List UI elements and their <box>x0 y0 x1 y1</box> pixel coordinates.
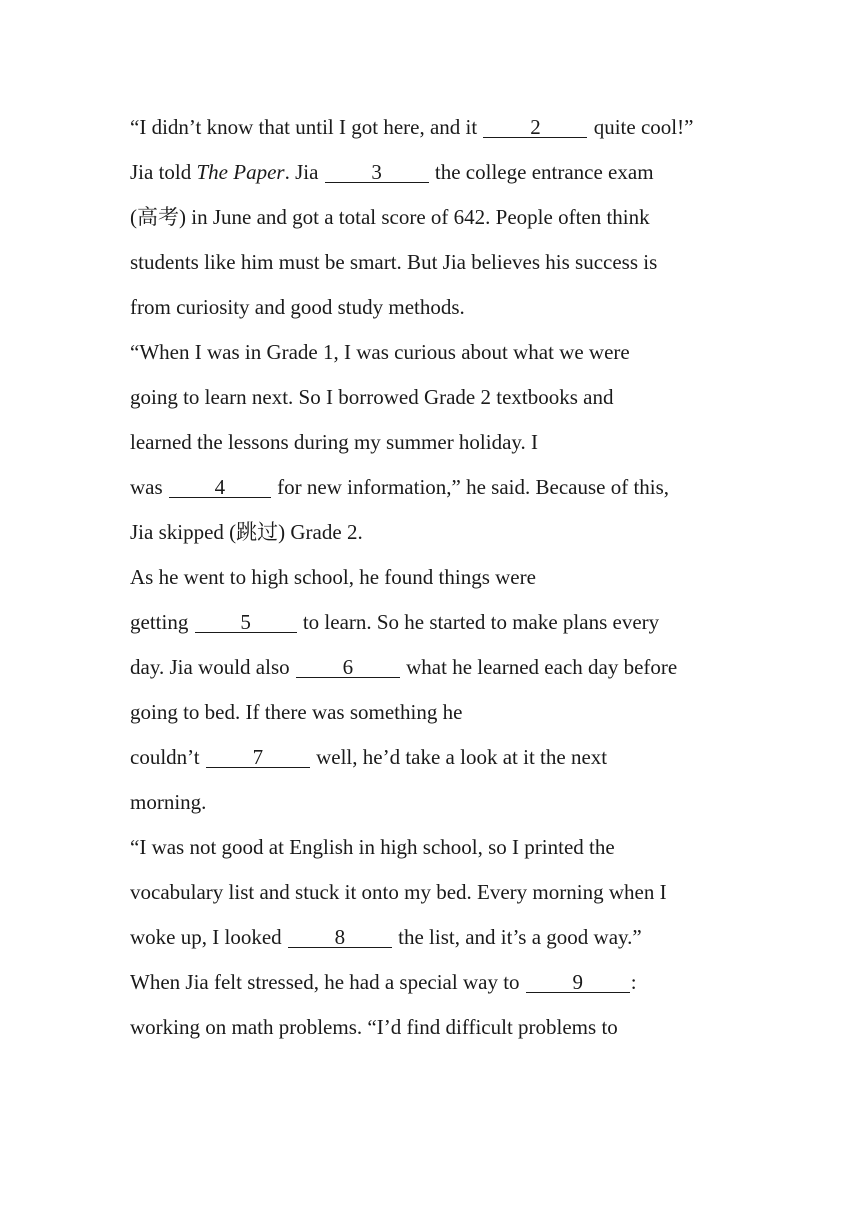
passage-line: vocabulary list and stuck it onto my bed. Every morning when I <box>130 880 667 904</box>
passage <box>130 105 750 1050</box>
passage-line: going to bed. If there was something he <box>130 700 463 724</box>
blank-8: 8 <box>288 927 392 948</box>
text-segment: . Jia <box>284 160 324 184</box>
text-segment: couldn’t <box>130 745 205 769</box>
text-segment: When Jia felt stressed, he had a special way to <box>130 970 525 994</box>
passage-line: “I was not good at English in high school, so I printed the <box>130 835 615 859</box>
text-segment: for new information,” he said. Because of this, <box>271 475 670 499</box>
blank-2: 2 <box>483 117 587 138</box>
passage-line: working on math problems. “I’d find difficult problems to <box>130 1015 618 1039</box>
passage-line: As he went to high school, he found things were <box>130 565 536 589</box>
passage-line: students like him must be smart. But Jia believes his success is <box>130 250 658 274</box>
text-segment: was <box>130 475 168 499</box>
text-segment: the list, and it’s a good way.” <box>392 925 642 949</box>
passage-line <box>130 735 750 780</box>
passage-line: “When I was in Grade 1, I was curious about what we were <box>130 340 630 364</box>
blank-5: 5 <box>195 612 297 633</box>
passage-line <box>130 150 750 195</box>
text-segment: the college entrance exam <box>429 160 654 184</box>
passage-line: from curiosity and good study methods. <box>130 295 465 319</box>
passage-line <box>130 915 750 960</box>
blank-3: 3 <box>325 162 429 183</box>
newspaper-title: The Paper <box>196 160 285 184</box>
text-segment: what he learned each day before <box>400 655 678 679</box>
passage-line: Jia skipped (跳过) Grade 2. <box>130 520 363 544</box>
blank-4: 4 <box>169 477 271 498</box>
text-segment: woke up, I looked <box>130 925 287 949</box>
passage-line <box>130 600 750 645</box>
passage-line: (高考) in June and got a total score of 642. People often think <box>130 205 650 229</box>
text-segment: well, he’d take a look at it the next <box>310 745 608 769</box>
passage-line: learned the lessons during my summer holiday. I <box>130 430 539 454</box>
blank-7: 7 <box>206 747 310 768</box>
text-segment: getting <box>130 610 194 634</box>
passage-line <box>130 465 750 510</box>
text-segment: day. Jia would also <box>130 655 295 679</box>
blank-9: 9 <box>526 972 630 993</box>
text-segment: Jia told <box>130 160 197 184</box>
text-segment: “I didn’t know that until I got here, and it <box>130 115 483 139</box>
text-segment: : <box>630 970 637 994</box>
passage-line <box>130 645 750 690</box>
passage-line <box>130 105 750 150</box>
passage-line: going to learn next. So I borrowed Grade 2 textbooks and <box>130 385 614 409</box>
passage-line: morning. <box>130 790 207 814</box>
blank-6: 6 <box>296 657 400 678</box>
text-segment: to learn. So he started to make plans every <box>297 610 660 634</box>
text-segment: quite cool!” <box>588 115 694 139</box>
passage-line <box>130 960 750 1005</box>
